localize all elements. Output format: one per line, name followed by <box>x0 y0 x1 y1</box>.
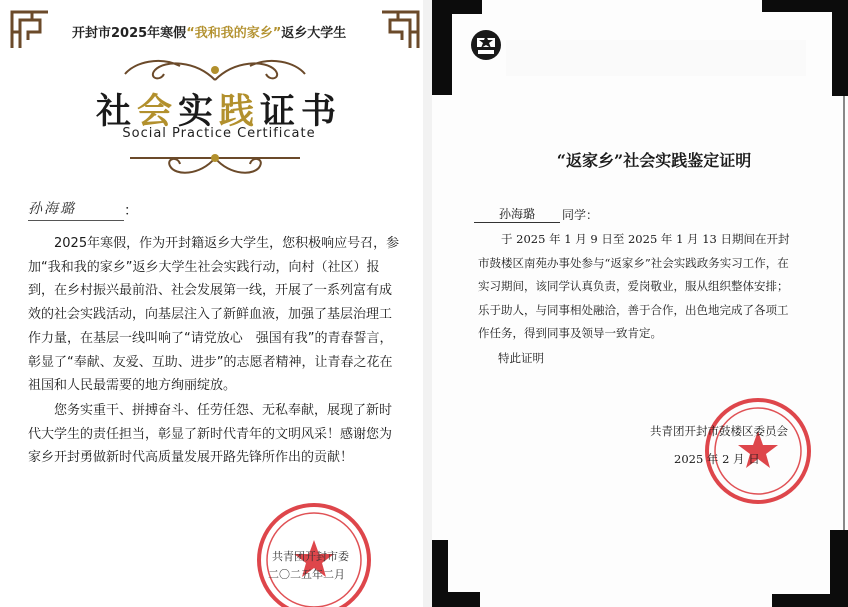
frame-corner <box>432 592 480 607</box>
closing-text: 特此证明 <box>498 351 544 365</box>
page-divider <box>423 0 432 607</box>
top-flourish-icon <box>120 56 310 86</box>
issuer-name: 共青团开封市委 <box>272 550 349 563</box>
title-char: 书 <box>301 91 343 132</box>
title-char: 会 <box>136 91 178 132</box>
document-title: “返家乡”社会实践鉴定证明 <box>556 151 752 170</box>
header-suffix: 返乡大学生 <box>281 26 347 41</box>
frame-corner <box>772 594 848 607</box>
header-highlight: “我和我的家乡” <box>186 26 282 41</box>
title-char: 证 <box>260 91 302 132</box>
frame-corner <box>432 0 452 95</box>
certificate-subtitle: Social Practice Certificate <box>122 126 316 141</box>
recipient-name: 孙海璐 <box>474 205 560 223</box>
header-prefix: 开封市2025年寒假 <box>72 26 187 41</box>
title-char: 实 <box>177 91 219 132</box>
recipient-handwritten-name: 孙海璐 <box>28 198 124 221</box>
scan-artifact <box>506 40 806 76</box>
corner-ornament-icon <box>8 8 52 52</box>
corner-ornament-icon <box>378 8 422 52</box>
body-paragraph: 2025年寒假，作为开封籍返乡大学生，您积极响应号召，参加“我和我的家乡”返乡大学生社会实践行动，向村（社区）报到，在乡村振兴最前沿、社会发展第一线，开展了一系列富有成效的社会实践活动，向基层注入了新鲜血液，加强了基层治理工作力量，在基层一线叫响了“请党放心 强国有我”的青春誓言，彰显了“奉献、友爱、互助、进步”的志愿者精神，让青春之花在祖国和人民最需要的地方绚丽绽放。 <box>28 236 400 394</box>
frame-corner <box>832 0 848 96</box>
appraisal-certificate <box>432 0 848 607</box>
document-body <box>478 228 798 346</box>
certificate-header <box>72 22 346 41</box>
frame-edge <box>843 96 845 530</box>
title-char: 践 <box>219 91 261 132</box>
social-practice-certificate <box>0 0 423 607</box>
title-char: 社 <box>95 91 137 132</box>
frame-corner <box>432 0 482 14</box>
greeting: 同学： <box>562 208 599 222</box>
youth-league-emblem-icon <box>469 28 503 62</box>
certificate-body <box>28 232 404 470</box>
issue-date: 2025 年 2 月 日 <box>674 452 760 466</box>
issue-date: 二〇二五年二月 <box>268 568 345 581</box>
body-paragraph: 于 2025 年 1 月 9 日至 2025 年 1 月 13 日期间在开封市鼓楼区南苑办事处参与“返家乡”社会实践政务实习工作，在实习期间，该同学认真负责，爱岗敬业，服从组织整体安排；乐于助人，与同事相处融洽，善于合作，出色地完成了各项工作任务，得到同事及领导一致肯定。 <box>478 232 790 341</box>
recipient-colon: ： <box>124 203 138 219</box>
bottom-flourish-icon <box>120 146 310 182</box>
issuing-organization: 共青团开封市鼓楼区委员会 <box>650 424 788 438</box>
body-paragraph: 您务实重干、拼搏奋斗、任劳任怨、无私奉献，展现了新时代大学生的责任担当，彰显了新时代青年的文明风采！感谢您为家乡开封勇做新时代高质量发展开路先锋所作出的贡献！ <box>28 402 393 466</box>
